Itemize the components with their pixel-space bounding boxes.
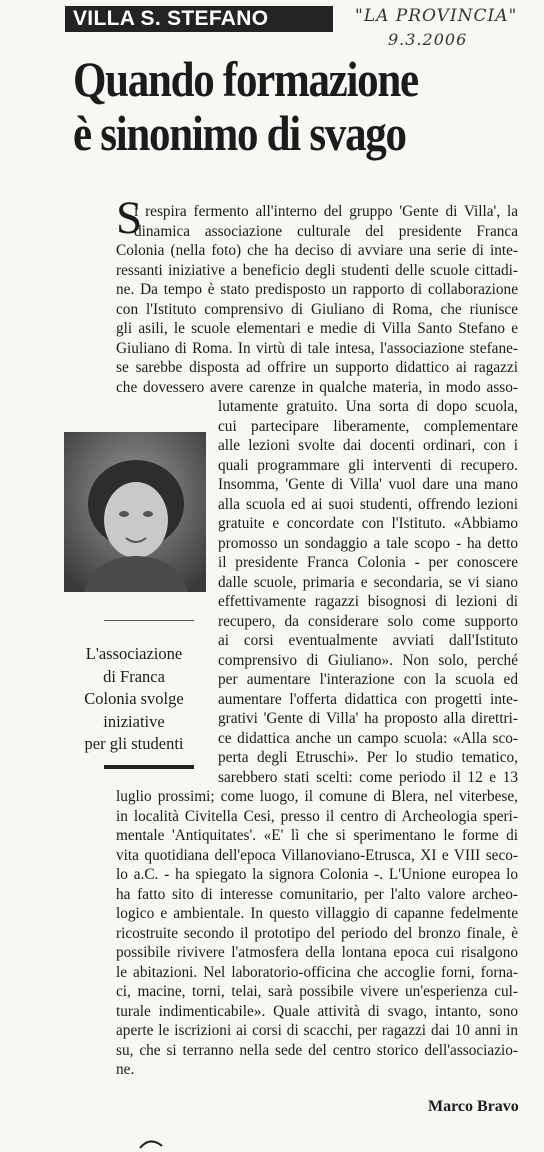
article-line: ha fatto sito di interesse comunitario, per l'alto valore archeo- [116,885,518,903]
headline-line-1: Quando formazione [73,51,418,107]
article-line: Giuliano di Roma. In virtù di tale intesa, l'associazione stefane- [116,339,518,357]
article-line: cui partecipare liberamente, complementare [218,417,518,435]
article-line: lutamente gratuito. Una sorta di dopo scuola, [218,398,518,415]
drop-cap: S [116,192,143,244]
article-line: promosso un sondaggio a tale scopo - ha detto [218,534,518,552]
article-line: dinamica associazione culturale del presidente Franca [134,222,518,240]
article-line: il presidente Franca Colonia - per conoscere [218,554,518,571]
article-line: ne. [116,1061,135,1078]
article-line: Insomma, 'Gente di Villa' vuol dare una mano [218,476,518,493]
article-line: perta degli Etruschi». Per lo studio tematico, [218,749,518,766]
article-line: se sarebbe disposta ad offrire un supporto didattico ai ragazzi [116,359,518,376]
article-line: comprensivo di Giuliano». Non solo, perché [218,651,518,669]
article-line: recupero, da considerare solo come supporto [218,612,518,630]
handwritten-date: 9.3.2006 [388,30,468,49]
caption-line: Colonia svolge [84,689,184,708]
handwritten-source: "LA PROVINCIA" [355,6,518,26]
article-line: grativi 'Gente di Villa' ha proposto alla direttri- [218,710,518,727]
article-line: su, che si terranno nella sede del centro storico dell'associazio- [116,1041,518,1059]
article-line: alla scuola ed ai suoi studenti, offrendo lezioni [218,495,518,513]
article-line: che dovessero avere carenze in qualche materia, in modo asso- [116,378,518,396]
article-line: mentale 'Antiquitates'. «E' lì che si sperimentano le forme di [116,827,518,844]
article-line: gratuite e concordate con l'Istituto. «Abbiamo [218,515,518,532]
article-line: ai corsi eventualmente avviati dall'Istituto [218,632,518,649]
article-line: alle lezioni svolte dai docenti ordinari, con i [218,437,518,454]
article-line: le abitazioni. Nel laboratorio-officina che accoglie forni, forna- [116,963,518,981]
article-line: logico e ambientale. In questo villaggio di capanne fedelmente [116,905,518,922]
article-line: ressanti iniziative a beneficio degli studenti delle scuole cittadi- [116,261,518,279]
caption-line: di Franca [103,666,165,686]
article-line: aperte le iscrizioni ai corsi di scacchi, per ragazzi dai 10 anni in [116,1022,518,1039]
article-line: in località Civitella Cesi, presso il centro di Archeologia speri- [116,807,518,825]
article-line: luglio prossimi; come luogo, il comune di Blera, nel viterbese, [116,788,518,805]
article-line: sarebbero stati scelti: come periodo il 12 e 13 [218,768,518,786]
caption-line: iniziative [103,711,165,731]
article-line: vita quotidiana dell'epoca Villanoviano-Etrusca, XI e VIII seco- [116,846,518,864]
headline-line-2: è sinonimo di svago [73,105,406,161]
article-line: con l'Istituto comprensivo di Giuliano di Roma, che riunisce [116,300,518,318]
article-line: ricostruite secondo il prototipo del periodo del bronzo finale, è [116,924,518,942]
article-line: quali programmare gli interventi di recupero. [218,456,518,474]
author-signature: Marco Bravo [428,1098,519,1115]
article-line: turale indimenticabile». Quale attività di svago, intanto, sono [116,1002,518,1020]
caption-line: L'associazione [85,644,183,663]
article-line: aumentare l'offerta didattica con progetti inte- [218,690,518,708]
article-line: ne. Da tempo è stato predisposto un rapporto di collaborazione [116,281,518,298]
article-line: i respira fermento all'interno del gruppo 'Gente di Villa', la [134,203,518,220]
article-line: dalle scuole, primaria e secondaria, se vi siano [218,573,518,591]
article-line: effettivamente ragazzi bisognosi di lezioni di [218,593,518,610]
article-line: per aumentare l'interazione con la scuola ed [218,671,518,688]
section-kicker: VILLA S. STEFANO [65,6,333,32]
article-line: ce didattica anche un campo scuola: «Alla sco- [218,729,518,747]
article-line: gli asili, le scuole elementari e medie di Villa Santo Stefano e [116,320,518,337]
article-line: lo a.C. - ha spiegato la signora Colonia -. L'Unione europea lo [116,866,518,883]
caption-line: per gli studenti [84,734,184,753]
article-line: ci, macine, torni, telai, sarà possibile vivere un'esperienza cul- [116,983,518,1000]
article-line: possibile rivivere l'atmosfera della lontana epoca cui risalgono [116,944,518,961]
article-line: Colonia (nella foto) che ha deciso di avviare una serie di inte- [116,242,518,259]
